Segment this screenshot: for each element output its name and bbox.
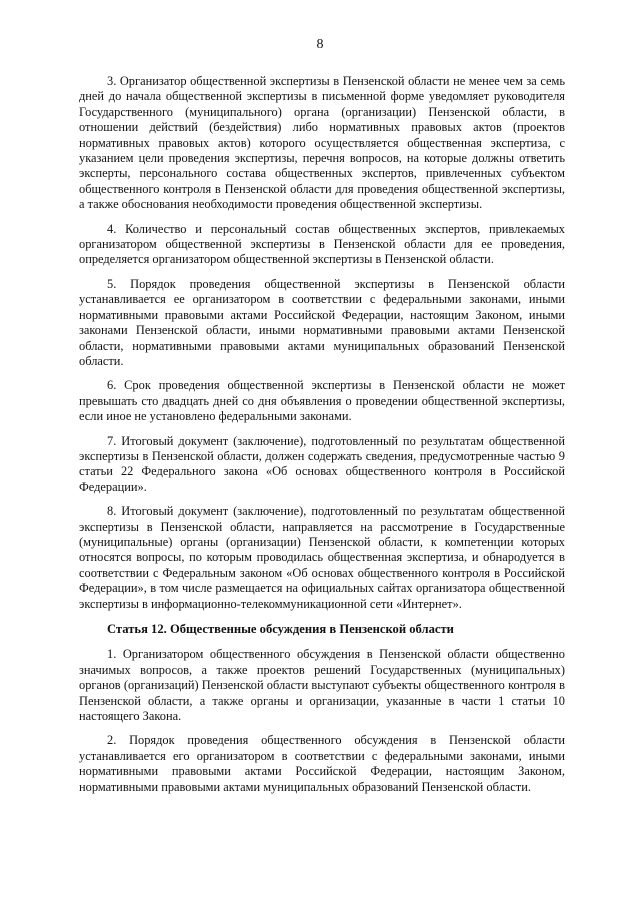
paragraph-6: 6. Срок проведения общественной экспертизы в Пензенской области не может превышать сто двадцать дней со дня объявления о проведении общественной экспертизы, если иное не установлено федеральными законами. [79, 378, 565, 424]
article-12-paragraph-2: 2. Порядок проведения общественного обсуждения в Пензенской области устанавливается его организатором в соответствии с федеральными законами, иными нормативными правовыми актами Российской Федерации, настоящим Законом, нормативными правовыми актами муниципальных образований Пензенской области. [79, 733, 565, 794]
article-12-heading: Статья 12. Общественные обсуждения в Пензенской области [107, 622, 454, 636]
paragraph-5: 5. Порядок проведения общественной экспертизы в Пензенской области устанавливается ее организатором в соответствии с федеральными законами, иными нормативными правовыми актами Российской Федерации, настоящим Законом, иными законами Пензенской области, иными нормативными правовыми актами Пензенской области, нормативными правовыми актами муниципальных образований Пензенской области. [79, 276, 565, 368]
paragraph-7: 7. Итоговый документ (заключение), подготовленный по результатам общественной экспертизы в Пензенской области, должен содержать сведения, предусмотренные частью 9 статьи 22 Федерального закона «Об основах общественного контроля в Российской Федерации». [79, 433, 565, 494]
paragraph-3: 3. Организатор общественной экспертизы в Пензенской области не менее чем за семь дней до начала общественной экспертизы в письменной форме уведомляет руководителя Государственного (муниципального) органа (организации) Пензенской области, в отношении действий (бездействия) либо нормативных правовых актов (проектов нормативных правовых актов) которого осуществляется общественная экспертиза, с указанием цели проведения экспертизы, перечня вопросов, на которые должны ответить эксперты, персонального состава общественных экспертов, привлеченных субъектом общественного контроля в Пензенской области для проведения общественной экспертизы, а также обоснования необходимости проведения общественной экспертизы. [79, 74, 565, 212]
article-12-paragraph-1: 1. Организатором общественного обсуждения в Пензенской области общественно значимых вопросов, а также проектов решений Государственных (муниципальных) органов (организаций) Пензенской области выступают субъекты общественного контроля в Пензенской области, а также органы и организации, указанные в части 1 статьи 10 настоящего Закона. [79, 647, 565, 724]
document-body [79, 74, 565, 804]
page-number: 8 [316, 37, 324, 52]
paragraph-4: 4. Количество и персональный состав общественных экспертов, привлекаемых организатором общественной экспертизы в Пензенской области для ее проведения, определяется организатором общественной экспертизы в Пензенской области. [79, 221, 565, 267]
paragraph-8: 8. Итоговый документ (заключение), подготовленный по результатам общественной экспертизы в Пензенской области, направляется на рассмотрение в Государственные (муниципальные) органы (организации) Пензенской области, к компетенции которых относятся вопросы, по которым проводилась общественная экспертиза, и обнародуется в соответствии с Федеральным законом «Об основах общественного контроля в Российской Федерации», в том числе размещается на официальных сайтах организатора общественной экспертизы в информационно-телекоммуникационной сети «Интернет». [79, 504, 565, 611]
